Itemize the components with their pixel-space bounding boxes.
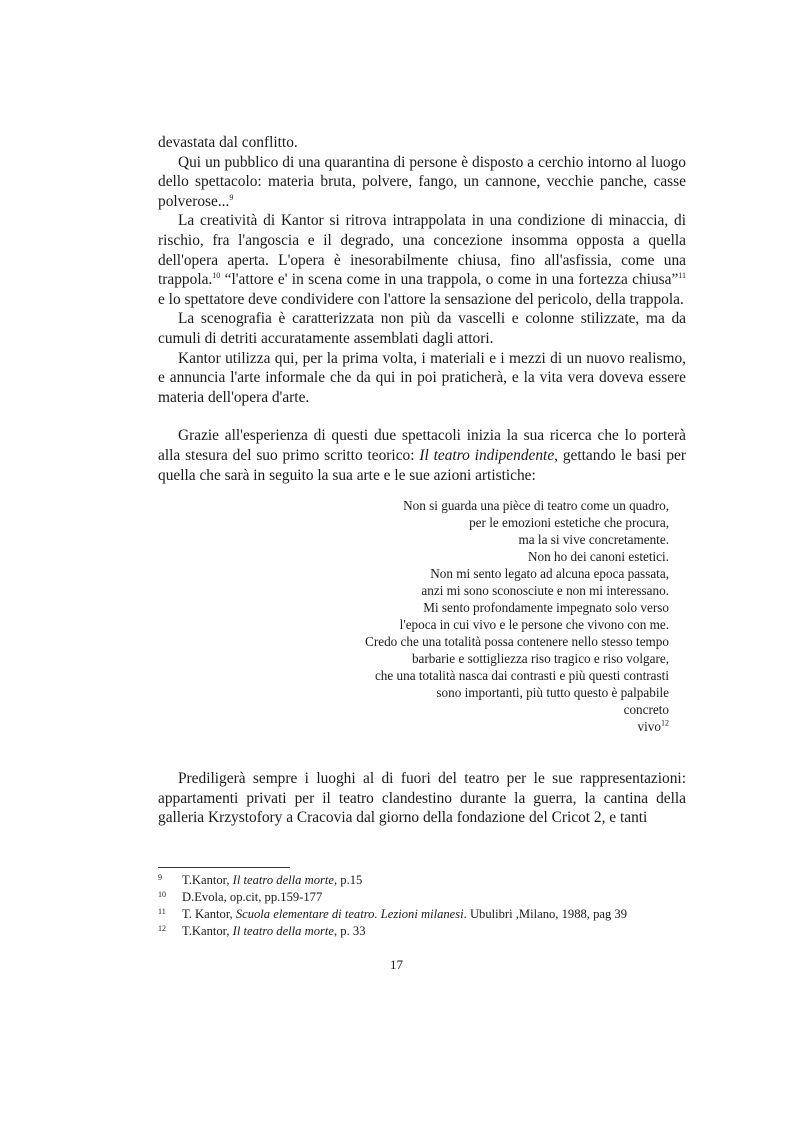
block-quote [158, 497, 669, 735]
paragraph-4: La scenografia è caratterizzata non più da vascelli e colonne stilizzate, ma da cumuli di detriti accuratamente assemblati dagli attori. [158, 310, 686, 347]
paragraph-2: Qui un pubblico di una quarantina di persone è disposto a cerchio intorno al luogo dello spettacolo: materia bruta, polvere, fango, un cannone, vecchie panche, casse polverose...$^9$ [158, 153, 686, 210]
quote-line: Mi sento profondamente impegnato solo verso [423, 600, 669, 616]
quote-line: Non mi sento legato ad alcuna epoca passata, [430, 566, 669, 582]
footnote-ref-11[interactable]: 11 [678, 271, 686, 281]
paragraph-7: Prediligerà sempre i luoghi al di fuori del teatro per le sue rappresentazioni: appartamenti privati per il teatro clandestino durante la guerra, la cantina della galleria Krzystofory a Cracovia dal giorno della fondazione del Cricot 2, e tanti [158, 770, 686, 827]
footnote-separator [158, 867, 290, 868]
footnotes [158, 872, 686, 940]
footnote-12: 12 T.Kantor, Il teatro della morte, p. 33 [158, 924, 366, 938]
quote-line: concreto [623, 702, 669, 718]
quote-line: Non si guarda una pièce di teatro come un quadro, [403, 498, 669, 514]
paragraph-1: devastata dal conflitto. [158, 134, 298, 151]
quote-line: barbarie e sottigliezza riso tragico e riso volgare, [411, 651, 669, 667]
quote-line: Credo che una totalità possa contenere nello stesso tempo [365, 634, 669, 650]
quote-line: per le emozioni estetiche che procura, [469, 515, 669, 531]
quote-line: Non ho dei canoni estetici. [528, 549, 669, 565]
quote-line: che una totalità nasca dai contrasti e più questi contrasti [374, 668, 669, 684]
paragraph-5: Kantor utilizza qui, per la prima volta, i materiali e i mezzi di un nuovo realismo, e annuncia l'arte informale che da qui in poi praticherà, e la vita vera doveva essere materia dell'opera d'arte. [158, 349, 686, 406]
footnote-ref-9[interactable]: 9 [229, 192, 234, 202]
body-text [158, 133, 686, 828]
quote-line-last: vivo$^{12}$ [637, 718, 669, 735]
quote-line: l'epoca in cui vivo e le persone che vivono con me. [399, 617, 669, 633]
footnote-ref-12[interactable]: 12 [661, 718, 669, 728]
quote-line: anzi mi sono sconosciute e non mi interessano. [421, 583, 669, 599]
page-number: 17 [390, 957, 403, 972]
book-title: Il teatro indipendente [419, 446, 555, 464]
paragraph-3: La creatività di Kantor si ritrova intrappolata in una condizione di minaccia, di rischio, fra l'angoscia e il degrado, una concezione insomma opposta a quella dell'opera aperta. L'opera è inesorabilmente chiusa, fino all'asfissia, come una trappola.$^{10}$ “l'attore e' in scena come in una trappola, o come in una fortezza chiusa”$^{11}$ e lo spettatore deve condividere con l'attore la sensazione del pericolo, della trappola. [158, 212, 686, 308]
footnote-10: 10 D.Evola, op.cit, pp.159-177 [158, 890, 323, 904]
footnote-9: 9 T.Kantor, Il teatro della morte, p.15 [158, 873, 363, 887]
quote-line: ma la si vive concretamente. [518, 532, 669, 548]
quote-line: sono importanti, più tutto questo è palpabile [436, 685, 669, 701]
paragraph-6: Grazie all'esperienza di questi due spettacoli inizia la sua ricerca che lo porterà alla stesura del suo primo scritto teorico: Il teatro indipendente, gettando le basi per quella che sarà in seguito la sua arte e le sue azioni artistiche: [158, 427, 686, 484]
footnote-11: 11 T. Kantor, Scuola elementare di teatro. Lezioni milanesi. Ubulibri ,Milano, 1988, pag 39 [158, 907, 628, 921]
footnote-ref-10[interactable]: 10 [212, 271, 221, 281]
